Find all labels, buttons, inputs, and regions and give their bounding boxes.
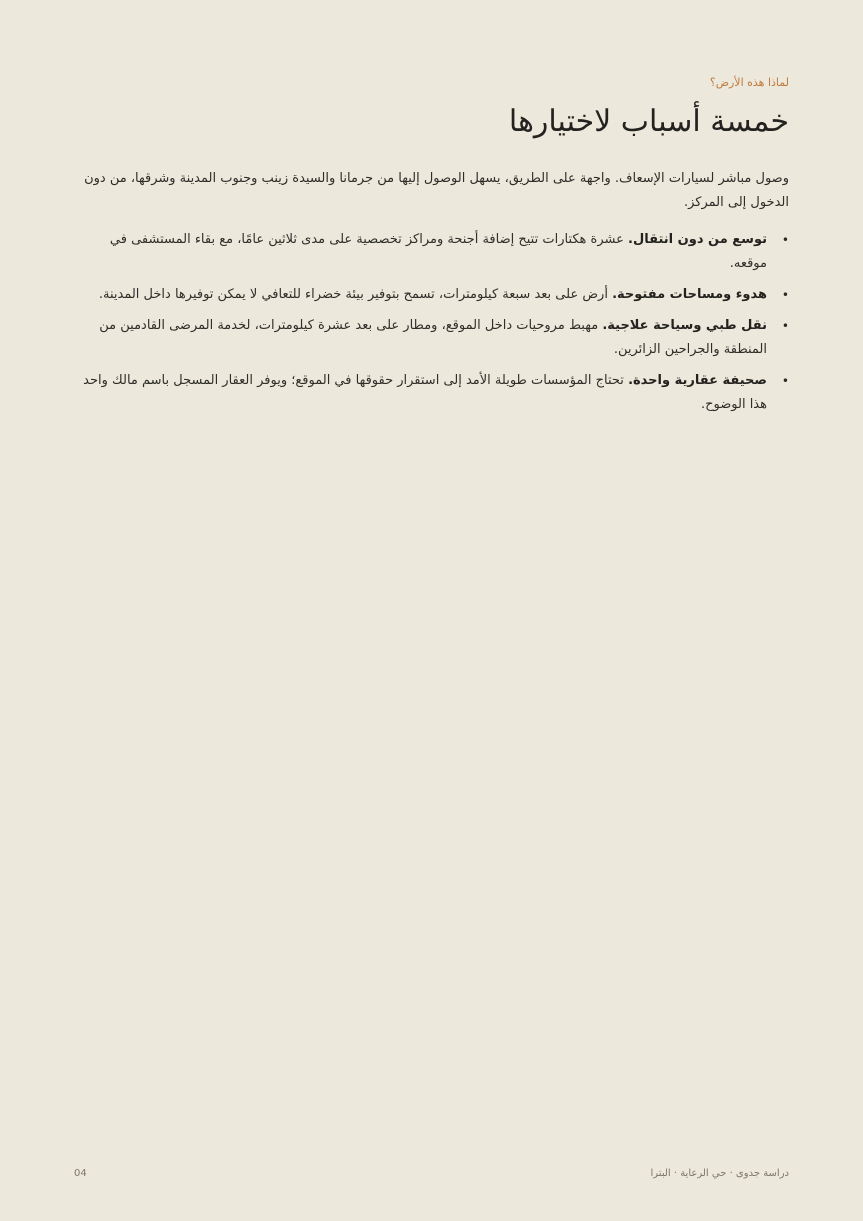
list-item-text: عشرة هكتارات تتيح إضافة أجنحة ومراكز تخصصية على مدى ثلاثين عامًا، مع بقاء المستشفى في موقعه. — [109, 232, 767, 271]
reasons-list — [74, 228, 789, 424]
list-item-title: توسع من دون انتقال. — [628, 232, 767, 247]
list-item-title: صحيفة عقارية واحدة. — [628, 373, 767, 388]
bullet-icon: • — [781, 374, 789, 388]
bullet-icon: • — [781, 288, 789, 302]
section-kicker: لماذا هذه الأرض؟ — [709, 76, 789, 89]
intro-paragraph: وصول مباشر لسيارات الإسعاف. واجهة على الطريق، يسهل الوصول إليها من جرمانا والسيدة زينب وجنوب المدينة وشرقها، من دون الدخول إلى المركز. — [84, 171, 789, 210]
page-title: خمسة أسباب لاختيارها — [508, 104, 789, 139]
list-item-text: مهبط مروحيات داخل الموقع، ومطار على بعد عشرة كيلومترات، لخدمة المرضى القادمين من المنطقة والجراحين الزائرين. — [99, 318, 767, 357]
bullet-icon: • — [781, 233, 789, 247]
list-item-title: نقل طبي وسياحة علاجية. — [602, 318, 767, 333]
list-item-text: أرض على بعد سبعة كيلومترات، تسمح بتوفير بيئة خضراء للتعافي لا يمكن توفيرها داخل المدينة. — [98, 287, 613, 302]
list-item — [74, 228, 789, 276]
list-item — [74, 283, 789, 307]
footer-document-title: دراسة جدوى · حي الرعاية · البترا — [650, 1168, 789, 1179]
list-item-text: تحتاج المؤسسات طويلة الأمد إلى استقرار حقوقها في الموقع؛ ويوفر العقار المسجل باسم مالك واحد هذا الوضوح. — [83, 373, 767, 412]
list-item-title: هدوء ومساحات مفتوحة. — [612, 287, 767, 302]
list-item — [74, 314, 789, 362]
footer-page-number: 04 — [74, 1168, 87, 1179]
list-item — [74, 369, 789, 417]
bullet-icon: • — [781, 319, 789, 333]
